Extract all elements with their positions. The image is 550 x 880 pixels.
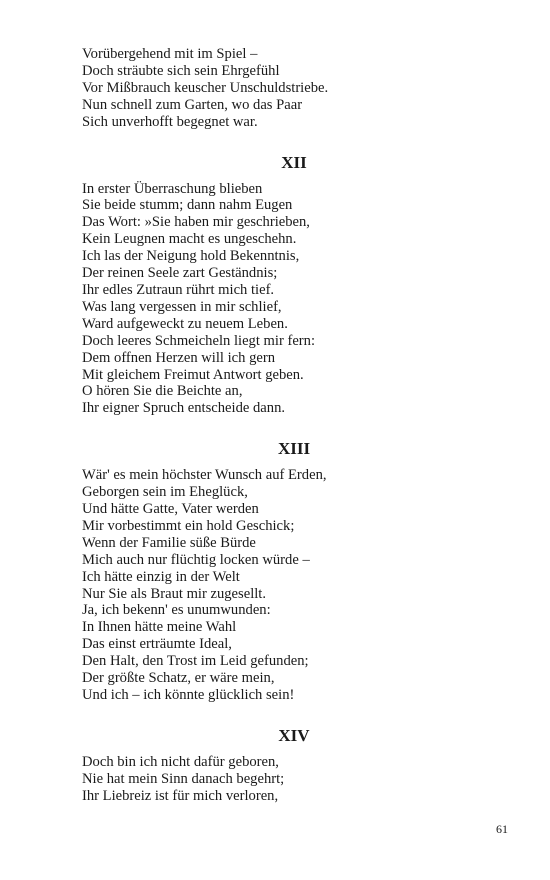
verse-line: Ja, ich bekenn' es unumwunden: [82,602,271,619]
verse-line: Doch leeres Schmeicheln liegt mir fern: [82,332,316,349]
stanza-xii [82,181,482,418]
stanza-heading-xiii: XIII [277,439,311,459]
verse-line: Den Halt, den Trost im Leid gefunden; [82,653,309,670]
verse-line: Der größte Schatz, er wäre mein, [82,670,275,687]
verse-line: Wär' es mein höchster Wunsch auf Erden, [82,467,327,484]
stanza-xiii [82,467,482,704]
verse-line: Mich auch nur flüchtig locken würde – [82,551,310,568]
poem-page [82,46,482,805]
verse-line: In erster Überraschung blieben [82,180,263,197]
verse-line: Nur Sie als Braut mir zugesellt. [82,585,267,602]
verse-line: Sie beide stumm; dann nahm Eugen [82,197,293,214]
verse-line: Das einst erträumte Ideal, [82,636,232,653]
stanza-xiv [82,754,482,805]
stanza-continuation [82,46,482,131]
page-number: 61 [496,822,508,836]
verse-line: Ihr edles Zutraun rührt mich tief. [82,281,275,298]
verse-line: Mir vorbestimmt ein hold Geschick; [82,517,295,534]
verse-line: O hören Sie die Beichte an, [82,383,243,400]
verse-line: Vor Mißbrauch keuscher Unschuldstriebe. [82,79,329,96]
verse-line: Ihr eigner Spruch entscheide dann. [82,400,286,417]
verse-line: Nun schnell zum Garten, wo das Paar [82,96,303,113]
verse-line: Dem offnen Herzen will ich gern [82,349,276,366]
verse-line: Der reinen Seele zart Geständnis; [82,265,278,282]
verse-line: Und ich – ich könnte glücklich sein! [82,687,295,703]
verse-line: Doch bin ich nicht dafür geboren, [82,753,279,770]
stanza-heading-xii: XII [281,152,307,172]
verse-line: In Ihnen hätte meine Wahl [82,619,237,636]
verse-line: Was lang vergessen in mir schlief, [82,298,282,315]
stanza-heading-xiv: XIV [278,725,310,745]
verse-line: Ich hätte einzig in der Welt [82,568,240,585]
verse-line: Ihr Liebreiz ist für mich verloren, [82,787,279,804]
verse-line: Geborgen sein im Eheglück, [82,484,248,501]
verse-line: Ich las der Neigung hold Bekenntnis, [82,248,300,265]
verse-line: Wenn der Familie süße Bürde [82,534,256,551]
verse-line: Und hätte Gatte, Vater werden [82,501,259,518]
verse-line: Mit gleichem Freimut Antwort geben. [82,366,304,383]
verse-line: Kein Leugnen macht es ungeschehn. [82,231,297,248]
verse-line: Nie hat mein Sinn danach begehrt; [82,770,285,787]
verse-line: Ward aufgeweckt zu neuem Leben. [82,315,288,332]
verse-line: Vorübergehend mit im Spiel – [82,46,258,62]
verse-line: Das Wort: »Sie haben mir geschrieben, [82,214,310,231]
verse-line: Sich unverhofft begegnet war. [82,113,258,130]
verse-line: Doch sträubte sich sein Ehrgefühl [82,62,280,79]
